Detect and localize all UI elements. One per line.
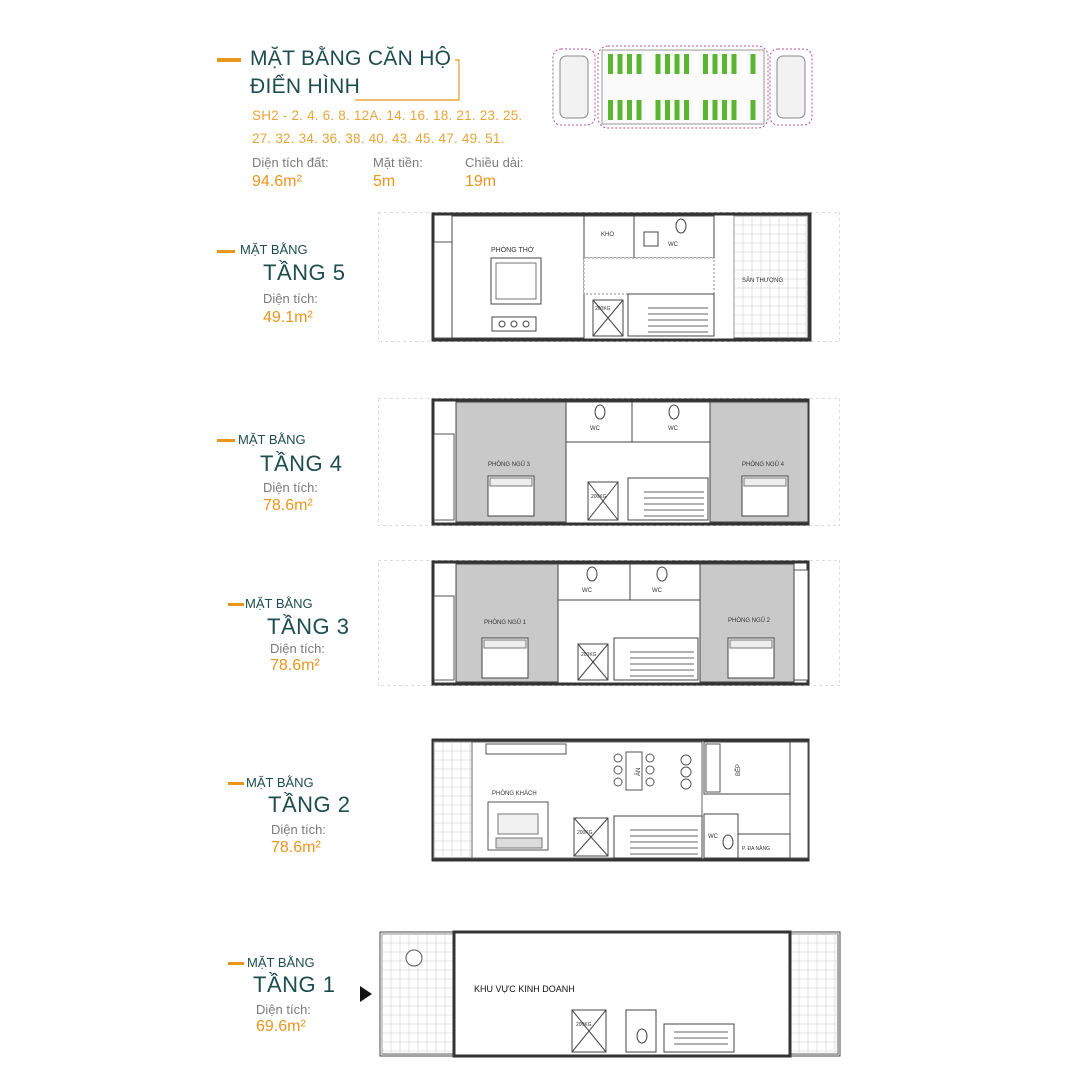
unit-list-line2: 27. 32. 34. 36. 38. 40. 43. 45. 47. 49. 51. bbox=[252, 131, 505, 146]
floor3-dash bbox=[228, 603, 244, 606]
floor2-area-value: 78.6m² bbox=[271, 839, 321, 856]
key-unit-block bbox=[675, 54, 680, 74]
f2-dining-label: ĂN bbox=[636, 767, 642, 776]
site-key-plan bbox=[550, 44, 818, 134]
key-unit-block bbox=[646, 100, 651, 120]
floor1-name: TẦNG 1 bbox=[253, 972, 336, 997]
key-unit-block bbox=[713, 54, 718, 74]
floor2-area-label: Diện tích: bbox=[271, 822, 326, 837]
frontage-value: 5m bbox=[373, 173, 396, 190]
floor1-caption: MẶT BẰNG bbox=[247, 955, 315, 970]
f5-wc-label: WC bbox=[668, 242, 678, 248]
entrance-arrow-icon bbox=[360, 986, 372, 1002]
floor1-area-value: 69.6m² bbox=[256, 1018, 306, 1035]
key-unit-block bbox=[722, 54, 727, 74]
f4-room-right-label: PHÒNG NGỦ 4 bbox=[742, 462, 785, 468]
floor4-name: TẦNG 4 bbox=[260, 451, 343, 476]
key-unit-block bbox=[618, 54, 623, 74]
f2-living-label: PHÒNG KHÁCH bbox=[492, 791, 537, 797]
key-unit-block bbox=[694, 100, 699, 120]
key-unit-block bbox=[637, 100, 642, 120]
floor1-dash bbox=[228, 962, 244, 965]
floor5-name: TẦNG 5 bbox=[263, 260, 346, 285]
key-unit-block bbox=[627, 54, 632, 74]
key-unit-block bbox=[741, 100, 746, 120]
key-unit-block bbox=[675, 100, 680, 120]
key-unit-block bbox=[637, 54, 642, 74]
f2-multi-label: P. ĐA NĂNG bbox=[742, 846, 770, 852]
key-unit-block bbox=[665, 100, 670, 120]
key-unit-block bbox=[751, 54, 756, 74]
f3-wc-right-label: WC bbox=[652, 588, 662, 594]
key-unit-block bbox=[741, 54, 746, 74]
floor3-area-label: Diện tích: bbox=[270, 641, 325, 656]
f1-business-label: KHU VỰC KINH DOANH bbox=[474, 984, 575, 994]
floor5-dash bbox=[217, 250, 235, 253]
floor4-caption: MẶT BẰNG bbox=[238, 432, 306, 447]
length-value: 19m bbox=[465, 173, 497, 190]
floor4-area-label: Diện tích: bbox=[263, 480, 318, 495]
f4-lift-label: 200KG bbox=[591, 494, 607, 500]
key-unit-block bbox=[665, 54, 670, 74]
floor2-caption: MẶT BẰNG bbox=[246, 775, 314, 790]
key-unit-block bbox=[751, 100, 756, 120]
key-unit-block bbox=[618, 100, 623, 120]
key-unit-block bbox=[656, 54, 661, 74]
unit-list-line1: SH2 - 2. 4. 6. 8. 12A. 14. 16. 18. 21. 23. 25. bbox=[252, 108, 523, 123]
floor3-name: TẦNG 3 bbox=[267, 614, 350, 639]
f4-room-left-label: PHÒNG NGỦ 3 bbox=[488, 462, 531, 468]
f5-kho-label: KHO bbox=[601, 232, 615, 238]
key-unit-block bbox=[694, 54, 699, 74]
key-unit-block bbox=[608, 100, 613, 120]
floor1-plan bbox=[358, 928, 842, 1058]
page-title-line2: ĐIỂN HÌNH bbox=[250, 75, 361, 98]
floor4-plan bbox=[378, 398, 840, 526]
land-area-value: 94.6m² bbox=[252, 173, 302, 190]
f2-lift-label: 200KG bbox=[577, 830, 593, 836]
land-area-label: Diện tích đất: bbox=[252, 155, 329, 170]
floor2-plan bbox=[378, 738, 840, 862]
key-unit-block bbox=[608, 54, 613, 74]
f3-room-right-label: PHÒNG NGỦ 2 bbox=[728, 618, 771, 624]
f2-wc-label: WC bbox=[708, 834, 718, 840]
floor3-area-value: 78.6m² bbox=[270, 657, 320, 674]
title-bracket-line bbox=[355, 58, 465, 104]
page-title-line1: MẶT BẰNG CĂN HỘ bbox=[250, 47, 452, 70]
f5-san-thuong-label: SÂN THƯỢNG bbox=[742, 278, 784, 284]
key-unit-block bbox=[703, 100, 708, 120]
floor2-name: TẦNG 2 bbox=[268, 792, 351, 817]
floor5-plan bbox=[378, 212, 840, 342]
key-unit-block bbox=[646, 54, 651, 74]
frontage-label: Mặt tiền: bbox=[373, 155, 423, 170]
f3-room-left-label: PHÒNG NGỦ 1 bbox=[484, 620, 527, 626]
floor3-caption: MẶT BẰNG bbox=[245, 596, 313, 611]
key-unit-block bbox=[732, 54, 737, 74]
key-unit-block bbox=[703, 54, 708, 74]
floor3-plan bbox=[378, 560, 840, 686]
length-label: Chiều dài: bbox=[465, 155, 524, 170]
key-unit-block bbox=[627, 100, 632, 120]
key-unit-block bbox=[722, 100, 727, 120]
f4-wc-right-label: WC bbox=[668, 426, 678, 432]
title-accent-dash bbox=[217, 58, 241, 62]
floor5-caption: MẶT BẰNG bbox=[240, 242, 308, 257]
floor5-area-value: 49.1m² bbox=[263, 309, 313, 326]
key-unit-block bbox=[656, 100, 661, 120]
f1-lift-label: 200KG bbox=[576, 1022, 592, 1028]
f5-phong-tho-label: PHÒNG THỜ bbox=[491, 247, 534, 254]
floor5-area-label: Diện tích: bbox=[263, 291, 318, 306]
f5-lift-label: 200KG bbox=[595, 306, 611, 312]
f2-kitchen-label: BẾP bbox=[736, 763, 742, 776]
key-unit-block bbox=[713, 100, 718, 120]
f3-lift-label: 200KG bbox=[581, 652, 597, 658]
f4-wc-left-label: WC bbox=[590, 426, 600, 432]
key-unit-block bbox=[684, 54, 689, 74]
floor2-dash bbox=[228, 782, 244, 785]
floor4-dash bbox=[217, 439, 235, 442]
f3-wc-left-label: WC bbox=[582, 588, 592, 594]
floor1-area-label: Diện tích: bbox=[256, 1002, 311, 1017]
key-unit-block bbox=[684, 100, 689, 120]
key-unit-block bbox=[732, 100, 737, 120]
floor4-area-value: 78.6m² bbox=[263, 497, 313, 514]
